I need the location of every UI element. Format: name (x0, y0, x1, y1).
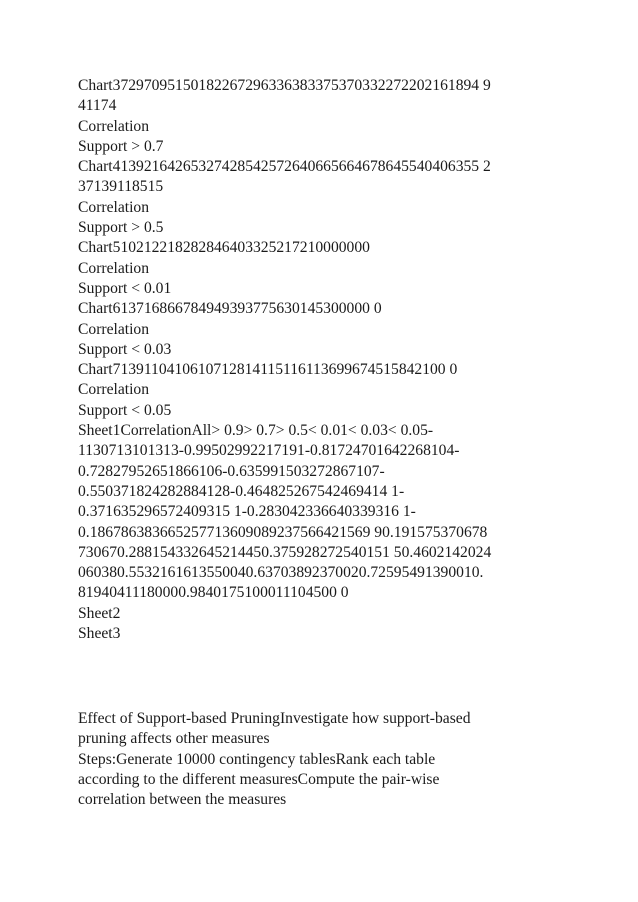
text-line: Sheet2 (78, 604, 121, 622)
text-line: 0.186786383665257713609089237566421569 90.191575370678 (78, 523, 488, 541)
text-line: Support < 0.05 (78, 401, 172, 419)
text-line: Correlation (78, 117, 150, 135)
text-line: Support < 0.03 (78, 340, 172, 358)
text-line: Chart7139110410610712814115116113699674515842100 0 (78, 361, 458, 379)
text-line: 730670.288154332645214450.375928272540151 50.4602142024 (78, 543, 492, 561)
text-line: pruning affects other measures (78, 730, 270, 748)
text-line: 37139118515 (78, 178, 164, 196)
text-line: 0.72827952651866106-0.635991503272867107- (78, 462, 385, 480)
text-line: according to the different measuresCompute the pair-wise (78, 770, 440, 788)
text-line: Chart37297095150182267296336383375370332272202161894 9 (78, 77, 491, 94)
text-line: Sheet1CorrelationAll> 0.9> 0.7> 0.5< 0.01< 0.03< 0.05- (78, 422, 434, 440)
text-line: Chart510212218282846403325217210000000 (78, 239, 370, 257)
chart-text-block (78, 76, 568, 644)
text-line: 0.371635296572409315 1-0.283042336640339316 1- (78, 503, 416, 521)
text-line: 0.550371824282884128-0.464825267542469414 1- (78, 482, 405, 500)
text-line: Correlation (78, 320, 150, 338)
text-line: 81940411180000.9840175100011104500 0 (78, 584, 349, 602)
text-line: Support > 0.7 (78, 137, 164, 155)
text-line: Chart613716866784949393775630145300000 0 (78, 300, 382, 318)
text-line: correlation between the measures (78, 791, 287, 809)
text-line: 1130713101313-0.99502992217191-0.81724701642268104- (78, 442, 460, 460)
text-line: 41174 (78, 97, 117, 115)
text-line: Correlation (78, 259, 150, 277)
text-line: Effect of Support-based PruningInvestigate how support-based (78, 710, 471, 727)
text-line: Support > 0.5 (78, 219, 164, 237)
text-line: Steps:Generate 10000 contingency tablesRank each table (78, 750, 436, 768)
text-line: Correlation (78, 381, 150, 399)
text-line: Chart41392164265327428542572640665664678645540406355 2 (78, 158, 491, 176)
text-line: 060380.5532161613550040.63703892370020.72595491390010. (78, 564, 484, 582)
pruning-text-block (78, 709, 568, 810)
text-line: Support < 0.01 (78, 279, 172, 297)
text-line: Sheet3 (78, 625, 121, 643)
text-line: Correlation (78, 198, 150, 216)
